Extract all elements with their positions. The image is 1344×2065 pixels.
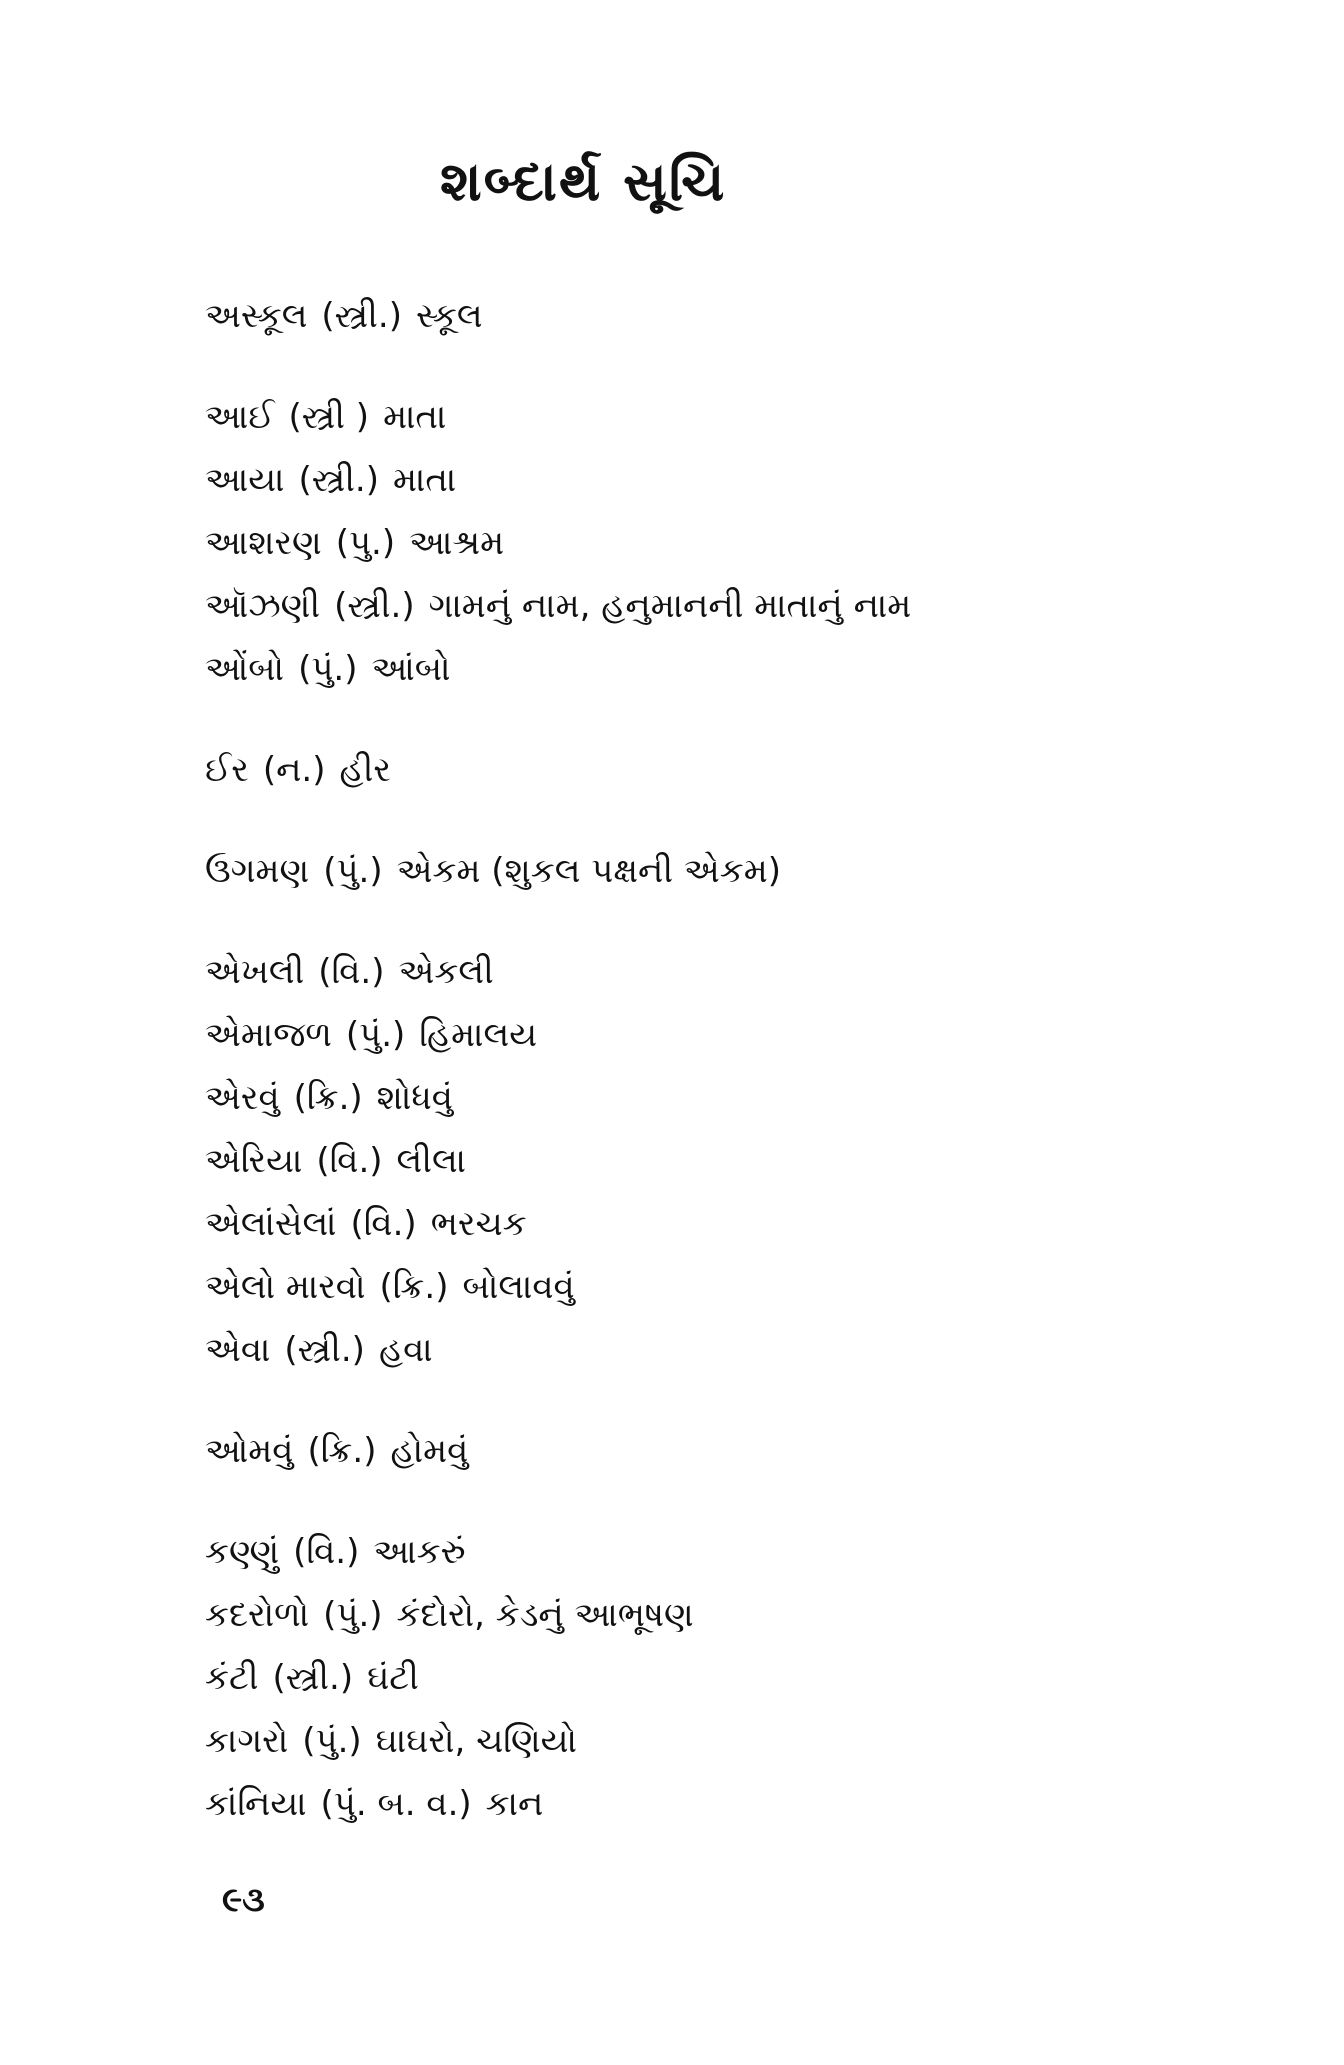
glossary-entry: [205, 739, 1205, 802]
glossary-entry: [205, 285, 1205, 348]
entry-meaning: હીર: [339, 750, 391, 790]
entry-word: કણ્ણું: [205, 1532, 280, 1572]
entry-word: એવા: [205, 1330, 271, 1370]
entry-word: આશરણ: [205, 523, 322, 563]
entry-meaning: એકલી: [398, 952, 494, 992]
entry-word: એખલી: [205, 952, 305, 992]
entry-meaning: હોમવું: [390, 1431, 469, 1471]
page-number: ૯૩: [222, 1880, 265, 1920]
entry-meaning: શોધવું: [376, 1078, 453, 1118]
entry-part-of-speech: (પું.): [323, 1595, 383, 1635]
entry-part-of-speech: (પું.): [345, 1015, 406, 1055]
glossary-group: [205, 840, 1205, 903]
glossary-group: [205, 739, 1205, 802]
entry-part-of-speech: (પુ.): [335, 523, 396, 563]
entry-part-of-speech: (સ્ત્રી.): [272, 1658, 354, 1698]
glossary-entry: [205, 1256, 1205, 1319]
entry-word: એમાજળ: [205, 1015, 332, 1055]
entry-meaning: બોલાવવું: [462, 1267, 575, 1307]
entry-meaning: માતા: [383, 397, 447, 437]
entry-word: ઓમવું: [205, 1431, 294, 1471]
entry-part-of-speech: (પું.): [302, 1721, 362, 1761]
entry-part-of-speech: (ક્રિ.): [293, 1078, 363, 1118]
glossary-entry: [205, 512, 1205, 575]
glossary-entry: [205, 1067, 1205, 1130]
entry-meaning: ઘાઘરો, ચણિયો: [375, 1721, 577, 1761]
glossary-entry: [205, 386, 1205, 449]
entry-word: ઈર: [205, 750, 249, 790]
entry-part-of-speech: (ક્રિ.): [307, 1431, 377, 1471]
glossary-entry: [205, 1584, 1205, 1647]
entry-part-of-speech: (વિ.): [316, 1141, 383, 1181]
entry-meaning: આશ્રમ: [409, 523, 505, 563]
glossary-entry: [205, 1647, 1205, 1710]
glossary-entry: [205, 1710, 1205, 1773]
glossary-group: [205, 1420, 1205, 1483]
entry-meaning: એકમ (શુકલ પક્ષની એકમ): [396, 851, 782, 891]
entry-meaning: માતા: [393, 460, 457, 500]
entry-meaning: કાન: [485, 1784, 544, 1824]
entry-word: ઓંબો: [205, 649, 285, 689]
glossary-entry: [205, 941, 1205, 1004]
entry-meaning: હવા: [378, 1330, 433, 1370]
entry-part-of-speech: (સ્ત્રી.): [321, 296, 402, 336]
entry-word: એરવું: [205, 1078, 280, 1118]
glossary-entry: [205, 1521, 1205, 1584]
glossary-entry: [205, 638, 1205, 701]
glossary-list: [205, 285, 1205, 1874]
entry-meaning: ગામનું નામ, હનુમાનની માતાનું નામ: [428, 586, 912, 626]
entry-word: આયા: [205, 460, 285, 500]
entry-word: કાંનિયા: [205, 1784, 307, 1824]
glossary-entry: [205, 1004, 1205, 1067]
glossary-group: [205, 1521, 1205, 1836]
glossary-group: [205, 386, 1205, 701]
entry-meaning: આકરું: [373, 1532, 466, 1572]
entry-part-of-speech: (ક્રિ.): [379, 1267, 449, 1307]
entry-word: કંટી: [205, 1658, 259, 1698]
entry-word: ઑઝણી: [205, 586, 321, 626]
glossary-entry: [205, 1420, 1205, 1483]
glossary-entry: [205, 1319, 1205, 1382]
entry-meaning: ભરચક: [430, 1204, 527, 1244]
entry-meaning: કંદોરો, કેડનું આભૂષણ: [396, 1595, 694, 1635]
entry-meaning: આંબો: [371, 649, 451, 689]
entry-word: એલાંસેલાં: [205, 1204, 337, 1244]
entry-part-of-speech: (સ્ત્રી.): [334, 586, 415, 626]
entry-part-of-speech: (પું.): [323, 851, 383, 891]
glossary-group: [205, 941, 1205, 1382]
glossary-entry: [205, 449, 1205, 512]
glossary-entry: [205, 1193, 1205, 1256]
entry-meaning: લીલા: [396, 1141, 466, 1181]
entry-word: ઉગમણ: [205, 851, 310, 891]
entry-meaning: ઘંટી: [367, 1658, 419, 1698]
entry-part-of-speech: (વિ.): [293, 1532, 360, 1572]
entry-part-of-speech: (સ્ત્રી ): [288, 397, 370, 437]
glossary-entry: [205, 575, 1205, 638]
glossary-entry: [205, 1130, 1205, 1193]
entry-word: કદરોળો: [205, 1595, 310, 1635]
page-title: શબ્દાર્થ સૂચિ: [440, 150, 727, 213]
entry-word: અસ્કૂલ: [205, 296, 308, 336]
entry-part-of-speech: (પું.): [298, 649, 358, 689]
entry-part-of-speech: (સ્ત્રી.): [298, 460, 379, 500]
entry-word: એલો મારવો: [205, 1267, 366, 1307]
glossary-entry: [205, 1773, 1205, 1836]
entry-part-of-speech: (સ્ત્રી.): [284, 1330, 365, 1370]
entry-word: આઈ: [205, 397, 275, 437]
entry-word: કાગરો: [205, 1721, 289, 1761]
entry-part-of-speech: (વિ.): [318, 952, 385, 992]
entry-meaning: સ્કૂલ: [415, 296, 483, 336]
entry-part-of-speech: (ન.): [262, 750, 326, 790]
entry-part-of-speech: (વિ.): [350, 1204, 417, 1244]
glossary-entry: [205, 840, 1205, 903]
glossary-group: [205, 285, 1205, 348]
entry-meaning: હિમાલય: [419, 1015, 538, 1055]
entry-part-of-speech: (પું. બ. વ.): [320, 1784, 472, 1824]
entry-word: એરિયા: [205, 1141, 303, 1181]
